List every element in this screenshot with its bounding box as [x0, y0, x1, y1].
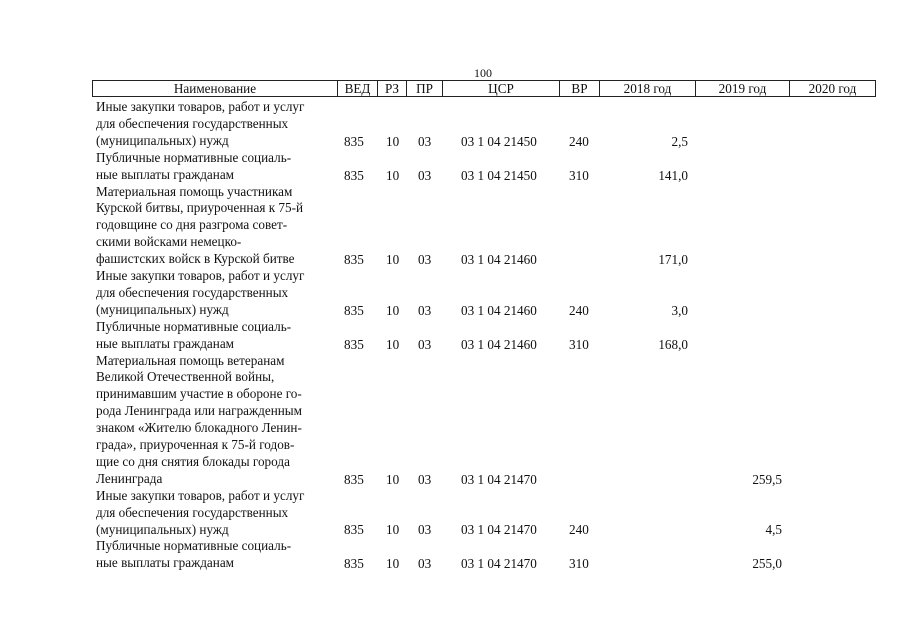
row-name-line: Публичные нормативные социаль-	[96, 318, 292, 334]
cell-vr: 310	[569, 556, 589, 572]
row-name-line: рода Ленинграда или награжденным	[96, 403, 303, 419]
cell-pr: 03	[418, 302, 432, 318]
row-name-line: для обеспечения государственных	[96, 504, 289, 520]
cell-csr: 03 1 04 21470	[461, 556, 537, 572]
row-name-line: Ленинграда	[96, 470, 163, 486]
cell-ved: 835	[344, 336, 364, 352]
cell-vr: 240	[569, 133, 589, 149]
cell-y2019: 4,5	[765, 522, 782, 538]
cell-vr: 240	[569, 302, 589, 318]
header-2018: 2018 год	[599, 81, 695, 96]
row-name-line: принимавшим участие в обороне го-	[96, 386, 302, 402]
cell-vr: 310	[569, 336, 589, 352]
row-name-line: скими войсками немецко-	[96, 234, 242, 250]
row-name-line: Великой Отечественной войны,	[96, 369, 275, 385]
row-name-line: ные выплаты гражданам	[96, 335, 235, 351]
row-name-line: Курской битвы, приуроченная к 75-й	[96, 200, 304, 216]
cell-y2018: 171,0	[658, 252, 688, 268]
cell-rz: 10	[386, 471, 400, 487]
cell-pr: 03	[418, 252, 432, 268]
row-name-line: Материальная помощь ветеранам	[96, 352, 285, 368]
row-name-line: Иные закупки товаров, работ и услуг	[96, 487, 305, 503]
cell-rz: 10	[386, 556, 400, 572]
header-ved: ВЕД	[337, 81, 377, 96]
cell-rz: 10	[386, 302, 400, 318]
row-name-line: фашистских войск в Курской битве	[96, 251, 295, 267]
cell-rz: 10	[386, 133, 400, 149]
cell-csr: 03 1 04 21470	[461, 471, 537, 487]
cell-csr: 03 1 04 21460	[461, 302, 537, 318]
row-name-line: для обеспечения государственных	[96, 115, 289, 131]
cell-vr: 310	[569, 167, 589, 183]
row-name-line: (муниципальных) нужд	[96, 132, 229, 148]
row-name-line: ные выплаты гражданам	[96, 555, 235, 571]
row-name-line: Публичные нормативные социаль-	[96, 149, 292, 165]
row-name-line: града», приуроченная к 75-й годов-	[96, 437, 295, 453]
row-name	[96, 538, 336, 572]
cell-pr: 03	[418, 556, 432, 572]
header-csr: ЦСР	[442, 81, 559, 96]
row-name	[96, 184, 336, 269]
cell-y2018: 168,0	[658, 336, 688, 352]
cell-pr: 03	[418, 133, 432, 149]
cell-csr: 03 1 04 21450	[461, 167, 537, 183]
row-name-line: ные выплаты гражданам	[96, 166, 235, 182]
header-rz: РЗ	[377, 81, 406, 96]
row-name	[96, 268, 336, 319]
header-2019: 2019 год	[695, 81, 789, 96]
row-name-line: Публичные нормативные социаль-	[96, 538, 292, 554]
header-pr: ПР	[406, 81, 442, 96]
cell-y2019: 255,0	[752, 556, 782, 572]
row-name-line: (муниципальных) нужд	[96, 301, 229, 317]
cell-ved: 835	[344, 522, 364, 538]
row-name	[96, 353, 336, 488]
cell-pr: 03	[418, 167, 432, 183]
header-vr: ВР	[559, 81, 599, 96]
header-2020: 2020 год	[789, 81, 875, 96]
cell-pr: 03	[418, 471, 432, 487]
cell-rz: 10	[386, 522, 400, 538]
cell-pr: 03	[418, 336, 432, 352]
cell-vr: 240	[569, 522, 589, 538]
cell-ved: 835	[344, 167, 364, 183]
cell-pr: 03	[418, 522, 432, 538]
cell-y2018: 3,0	[671, 302, 688, 318]
row-name-line: (муниципальных) нужд	[96, 521, 229, 537]
cell-ved: 835	[344, 302, 364, 318]
row-name-line: знаком «Жителю блокадного Ленин-	[96, 420, 302, 436]
row-name-line: Иные закупки товаров, работ и услуг	[96, 99, 305, 114]
cell-csr: 03 1 04 21470	[461, 522, 537, 538]
cell-y2018: 141,0	[658, 167, 688, 183]
cell-rz: 10	[386, 336, 400, 352]
cell-ved: 835	[344, 556, 364, 572]
row-name	[96, 488, 336, 539]
row-name	[96, 150, 336, 184]
cell-ved: 835	[344, 133, 364, 149]
row-name-line: Иные закупки товаров, работ и услуг	[96, 268, 305, 283]
table-header	[92, 80, 876, 97]
cell-csr: 03 1 04 21450	[461, 133, 537, 149]
row-name	[96, 99, 336, 150]
cell-ved: 835	[344, 252, 364, 268]
page-number: 100	[474, 66, 492, 80]
cell-y2019: 259,5	[752, 471, 782, 487]
cell-csr: 03 1 04 21460	[461, 252, 537, 268]
row-name-line: Материальная помощь участникам	[96, 183, 293, 199]
header-name: Наименование	[173, 81, 257, 96]
row-name-line: годовщине со дня разгрома совет-	[96, 217, 288, 233]
cell-csr: 03 1 04 21460	[461, 336, 537, 352]
row-name-line: для обеспечения государственных	[96, 284, 289, 300]
cell-y2018: 2,5	[671, 133, 688, 149]
cell-rz: 10	[386, 167, 400, 183]
row-name-line: щие со дня снятия блокады города	[96, 453, 290, 469]
cell-ved: 835	[344, 471, 364, 487]
cell-rz: 10	[386, 252, 400, 268]
row-name	[96, 319, 336, 353]
